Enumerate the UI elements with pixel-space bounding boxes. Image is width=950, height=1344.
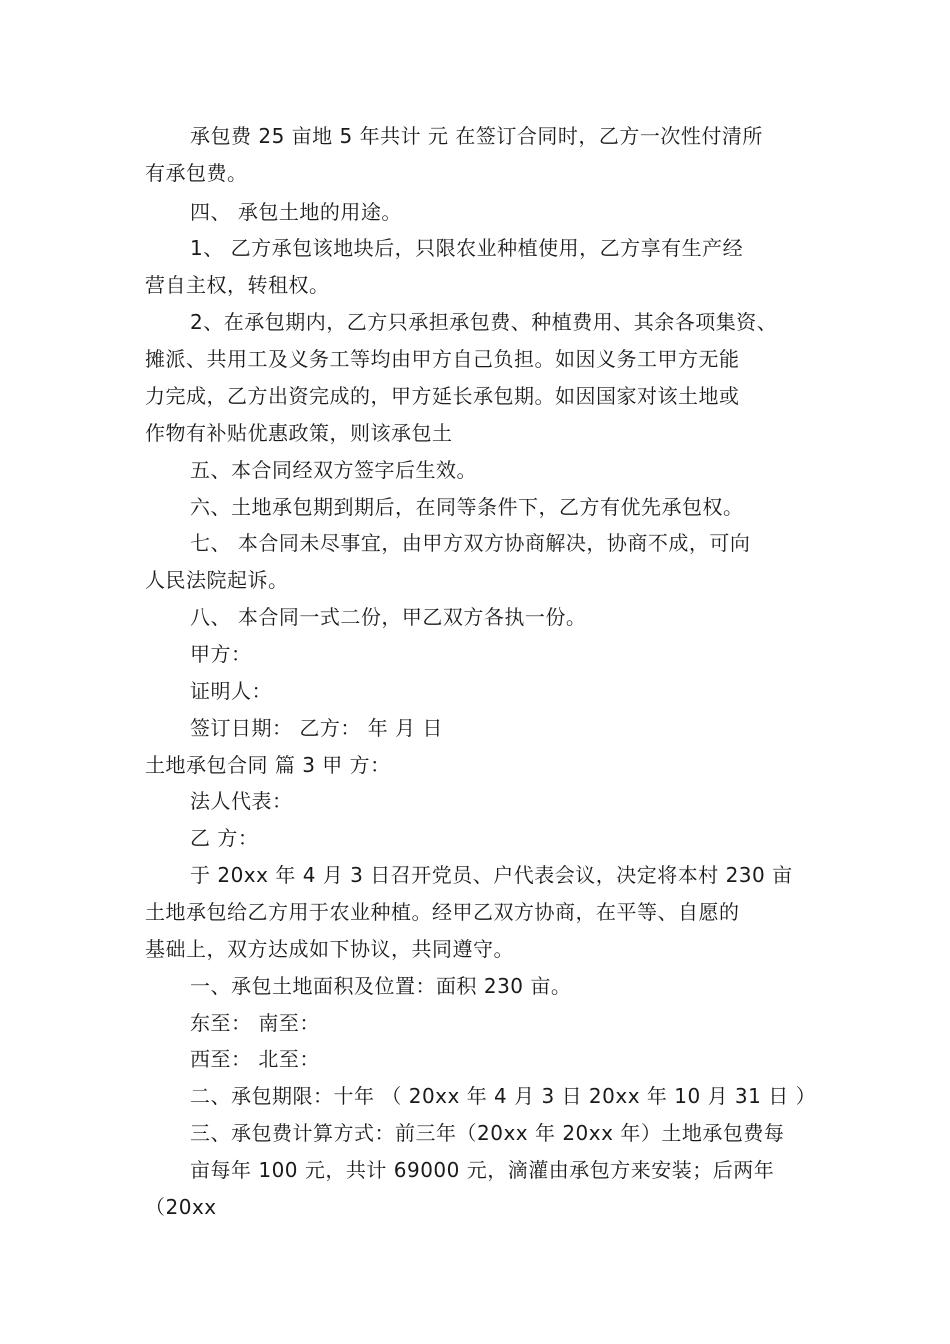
text-line: 西至： 北至：	[190, 1047, 320, 1071]
text-line: 基础上，双方达成如下协议，共同遵守。	[145, 937, 514, 961]
text-line: 法人代表：	[190, 789, 293, 813]
text-line: 二、承包期限：十年 （ 20xx 年 4 月 3 日 20xx 年 10 月 31 日 ）	[190, 1084, 817, 1108]
text-line: 乙 方：	[190, 826, 259, 850]
text-line: 东至： 南至：	[190, 1011, 320, 1035]
text-line: 四、 承包土地的用途。	[190, 200, 402, 224]
text-line: 签订日期： 乙方： 年 月 日	[190, 716, 443, 740]
text-line: 三、承包费计算方式：前三年（20xx 年 20xx 年）土地承包费每	[190, 1121, 785, 1145]
text-line: 人民法院起诉。	[145, 568, 289, 592]
text-line: 1、 乙方承包该地块后，只限农业种植使用，乙方享有生产经	[190, 236, 744, 260]
text-line: 于 20xx 年 4 月 3 日召开党员、户代表会议，决定将本村 230 亩	[190, 863, 793, 887]
text-line: 土地承包给乙方用于农业种植。经甲乙双方协商，在平等、自愿的	[145, 900, 740, 924]
text-line: 摊派、共用工及义务工等均由甲方自己负担。如因义务工甲方无能	[145, 347, 740, 371]
text-line: 营自主权，转租权。	[145, 273, 330, 297]
text-line: （20xx	[145, 1195, 217, 1219]
text-line: 五、本合同经双方签字后生效。	[190, 458, 477, 482]
text-line: 有承包费。	[145, 161, 248, 185]
text-line: 七、 本合同未尽事宜，由甲方双方协商解决，协商不成，可向	[190, 531, 751, 555]
text-line: 一、承包土地面积及位置：面积 230 亩。	[190, 974, 572, 998]
text-line: 八、 本合同一式二份，甲乙双方各执一份。	[190, 605, 587, 629]
text-line: 六、土地承包期到期后，在同等条件下，乙方有优先承包权。	[190, 495, 744, 519]
text-line: 力完成，乙方出资完成的，甲方延长承包期。如因国家对该土地或	[145, 384, 740, 408]
text-line: 承包费 25 亩地 5 年共计 元 在签订合同时，乙方一次性付清所	[190, 124, 763, 148]
text-line: 甲方：	[190, 642, 252, 666]
section-heading: 土地承包合同 篇 3 甲 方：	[145, 753, 391, 777]
text-line: 作物有补贴优惠政策，则该承包土	[145, 421, 453, 445]
text-line: 证明人：	[190, 679, 272, 703]
text-line: 2、在承包期内，乙方只承担承包费、种植费用、其余各项集资、	[190, 310, 778, 334]
text-line: 亩每年 100 元，共计 69000 元，滴灌由承包方来安装；后两年	[190, 1158, 775, 1182]
